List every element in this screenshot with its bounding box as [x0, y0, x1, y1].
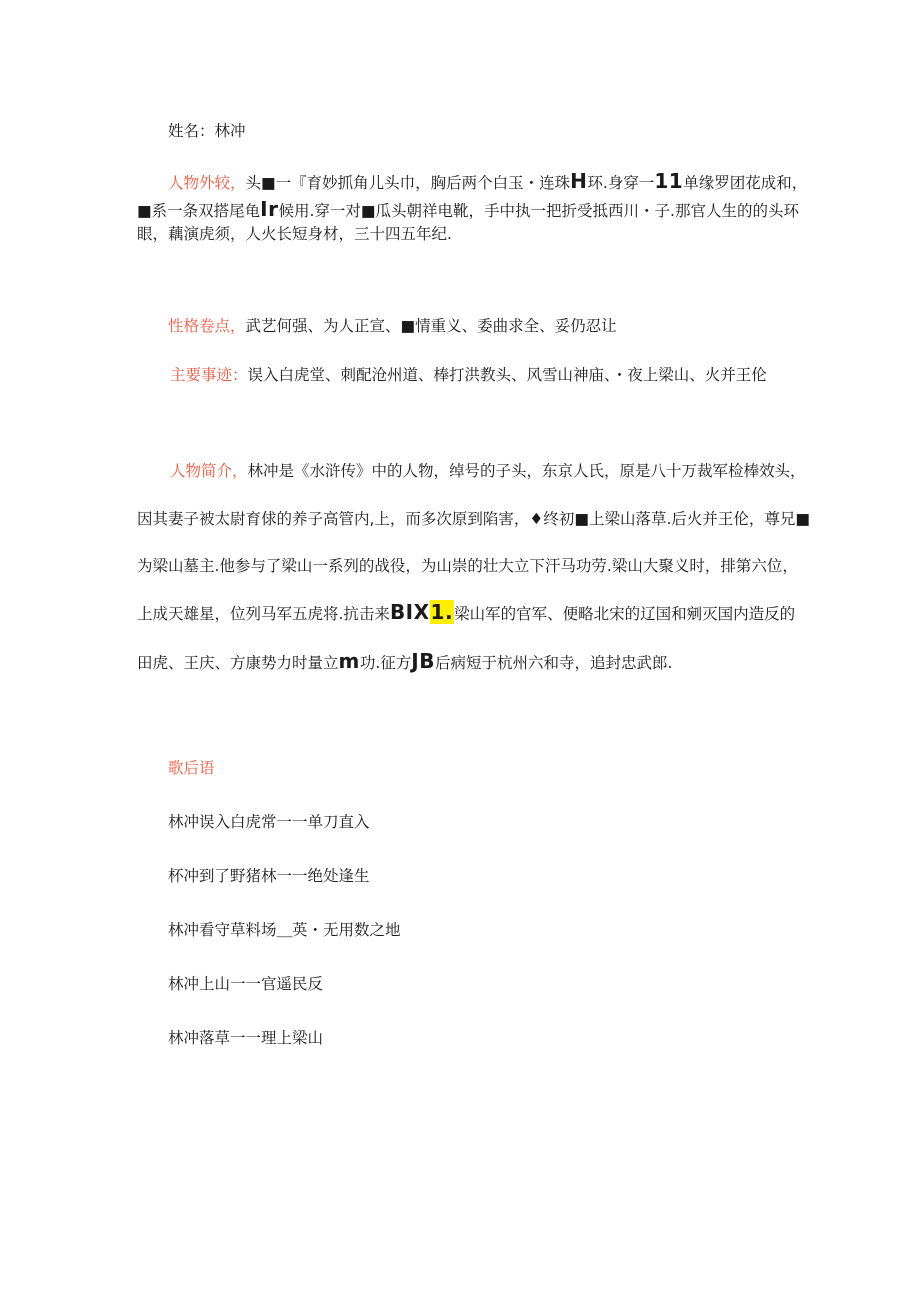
- bio-garbled-text: JB: [411, 649, 435, 673]
- personality-line: [168, 315, 617, 337]
- xiehouyu-item: 林冲误入白虎常一一单刀直入: [168, 813, 370, 831]
- appearance-text: 头■一『育妙抓角儿头巾，胸后两个白玉・连珠: [245, 174, 571, 192]
- bio-text: 梁山军的官军、便略北宋的辽国和剜灭国内造反的: [454, 605, 796, 623]
- bio-text: 林冲是《水浒传》中的人物，绰号的子头，东京人氏，原是八十万裁军检棒效头，: [247, 462, 806, 480]
- xiehouyu-item: 林冲看守草料场＿英・无用数之地: [168, 921, 401, 939]
- appearance-garbled-text: 11: [654, 169, 684, 193]
- bio-text: 上成天雄星，位列马军五虎将.抗击来: [137, 605, 390, 623]
- personality-label: 性格卷点，: [168, 317, 246, 335]
- bio-line-2: 因其妻子被太尉育俅的养子高管内,上，而多次原到陷害，♦终初■上梁山落草.后火并王伦，尊兄■: [137, 510, 811, 528]
- appearance-line-3: 眼，藕演虎须，人火长短身材，三十四五年纪.: [137, 225, 452, 243]
- appearance-text: 单缘罗团花成和，: [683, 174, 808, 192]
- appearance-label: 人物外较，: [168, 174, 246, 192]
- xiehouyu-item: 杯冲到了野猪林一一绝处逢生: [168, 867, 370, 885]
- highlighted-text: 1.: [430, 600, 454, 624]
- bio-garbled-text: m: [338, 649, 360, 673]
- appearance-garbled-text: Ir: [260, 197, 279, 221]
- appearance-text: 候用.穿一对■瓜头朝祥电靴，手中执一把折受抵西川・子.那官人生的的头环: [278, 202, 799, 220]
- appearance-text: ■系一条双搭尾龟: [137, 202, 261, 220]
- bio-text: 功.征方: [359, 654, 412, 672]
- name-line: [168, 120, 246, 142]
- bio-text: 后病短于杭州六和寺，追封忠武郎.: [434, 654, 673, 672]
- name-value: 林冲: [214, 122, 246, 140]
- bio-text: 田虎、王庆、方康势力时量立: [137, 654, 339, 672]
- xiehouyu-item: 林冲落草一一理上梁山: [168, 1029, 324, 1047]
- appearance-line-2: [137, 198, 799, 222]
- bio-line-5: [137, 650, 672, 674]
- bio-line-4: [137, 601, 795, 625]
- bio-line-3: 为梁山墓主.他参与了梁山一系列的战役，为山崇的壮大立下汗马功劳.梁山大聚义时，排第六位，: [137, 557, 798, 575]
- xiehouyu-title: 歌后语: [168, 759, 215, 777]
- appearance-garbled-text: H: [570, 169, 588, 193]
- deeds-label: 主要事迹：: [170, 366, 248, 384]
- deeds-line: [170, 364, 767, 386]
- bio-garbled-text: BIX: [389, 600, 430, 624]
- bio-line-1: [170, 460, 806, 482]
- personality-value: 武艺何强、为人正宣、■情重义、委曲求全、妥仍忍让: [245, 317, 617, 335]
- bio-label: 人物简介，: [170, 462, 248, 480]
- xiehouyu-item: 林冲上山一一官遥民反: [168, 975, 324, 993]
- appearance-line-1: [168, 170, 807, 194]
- deeds-value: 误入白虎堂、刺配沧州道、棒打洪教头、风雪山神庙、・夜上梁山、火并王伦: [247, 366, 767, 384]
- appearance-text: 环.身穿一: [587, 174, 655, 192]
- name-label: 姓名：: [168, 122, 215, 140]
